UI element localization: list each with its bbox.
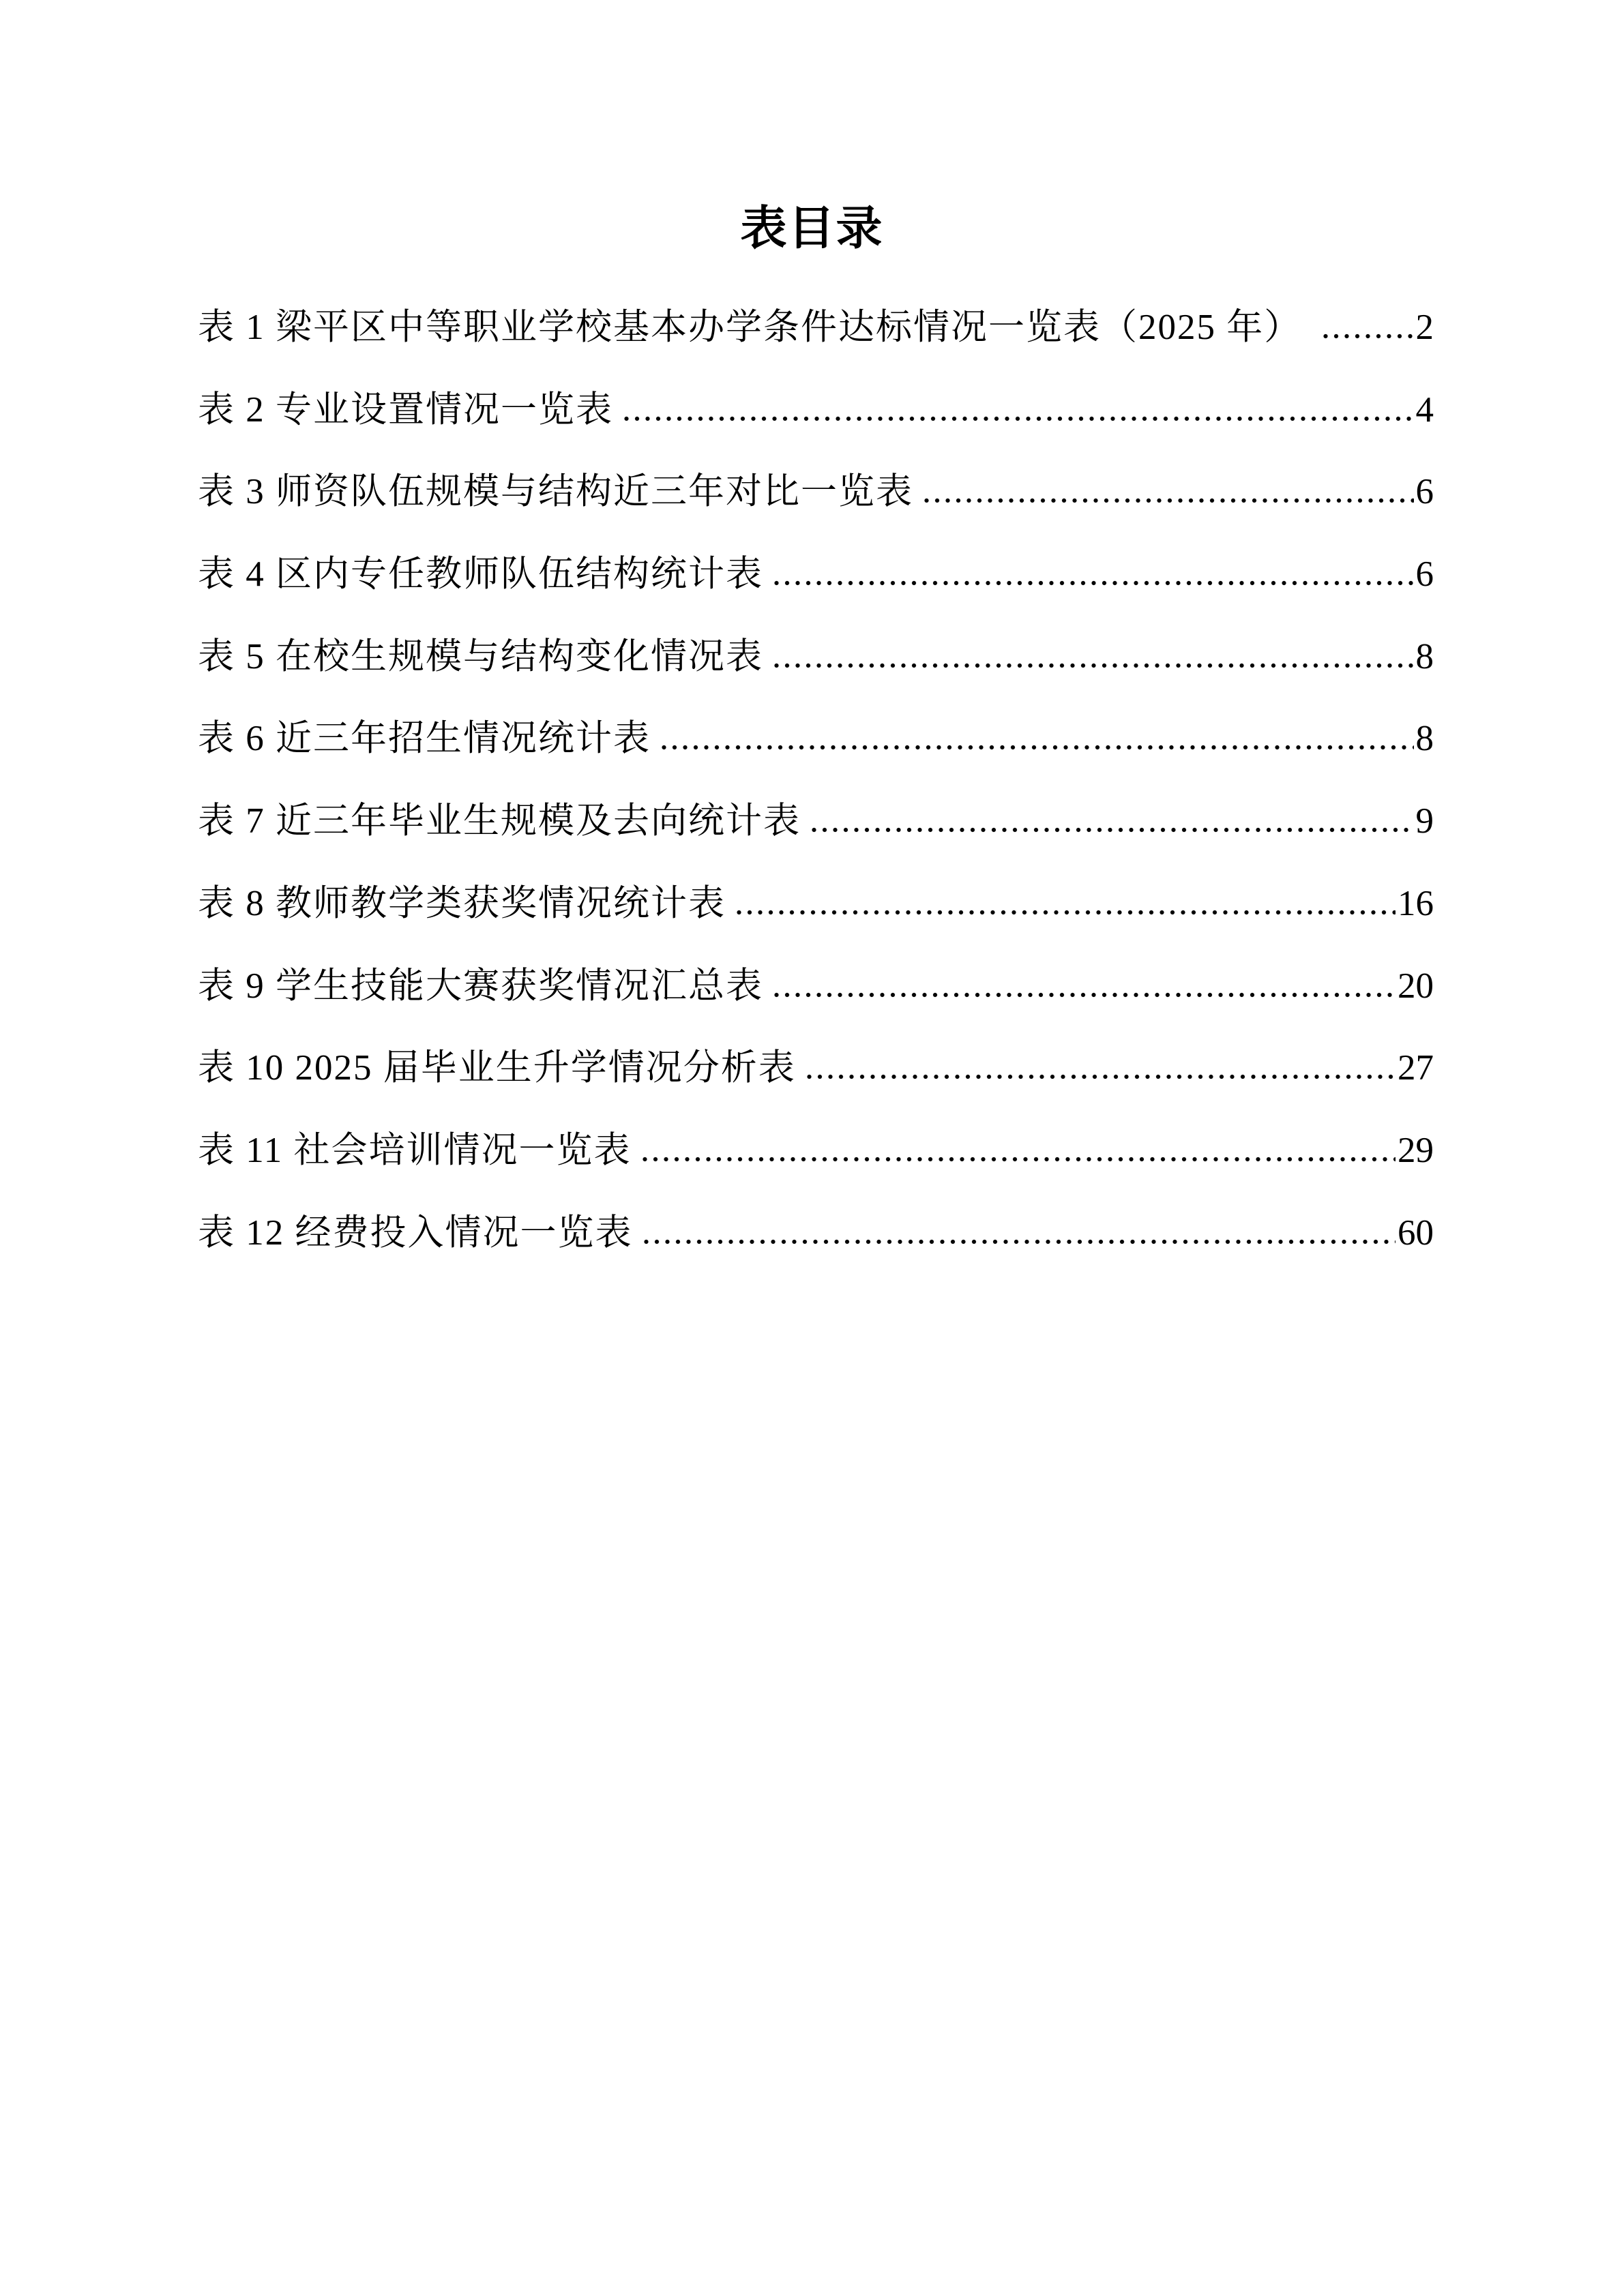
toc-entry[interactable]: [198, 1210, 1434, 1293]
toc-entry-page-number: 6: [1415, 554, 1434, 595]
toc-dot-leader: [809, 827, 1414, 833]
toc-entry[interactable]: [198, 881, 1434, 964]
toc-entry-page-number: 9: [1415, 801, 1434, 841]
toc-entry-title: 表 5 在校生规模与结构变化情况表: [198, 636, 763, 676]
toc-entry-page-number: 60: [1398, 1212, 1434, 1253]
toc-dot-leader: [1320, 333, 1414, 339]
toc-entry-title: 表 8 教师教学类获奖情况统计表: [198, 883, 726, 923]
toc-list: [198, 305, 1434, 1292]
toc-entry-page-number: 8: [1415, 636, 1434, 676]
toc-dot-leader: [641, 1239, 1396, 1244]
toc-entry-title: 表 4 区内专任教师队伍结构统计表: [198, 554, 763, 595]
toc-dot-leader: [640, 1157, 1396, 1162]
toc-dot-leader: [771, 580, 1414, 586]
toc-entry-page-number: 20: [1398, 966, 1434, 1006]
toc-entry-page-number: 16: [1398, 883, 1434, 923]
toc-entry-page-number: 27: [1398, 1048, 1434, 1088]
toc-entry[interactable]: [198, 799, 1434, 881]
toc-entry-page-number: 29: [1398, 1130, 1434, 1170]
toc-entry[interactable]: [198, 552, 1434, 634]
toc-entry-title: 表 2 专业设置情况一览表: [198, 389, 613, 430]
toc-entry[interactable]: [198, 387, 1434, 470]
toc-entry[interactable]: [198, 634, 1434, 717]
page-title: 表目录: [740, 203, 884, 254]
toc-dot-leader: [804, 1074, 1396, 1079]
toc-entry[interactable]: [198, 469, 1434, 552]
toc-entry[interactable]: [198, 305, 1434, 387]
toc-entry[interactable]: [198, 716, 1434, 799]
toc-dot-leader: [734, 910, 1396, 915]
toc-dot-leader: [771, 992, 1396, 998]
toc-entry[interactable]: [198, 964, 1434, 1046]
toc-entry-title: 表 3 师资队伍规模与结构近三年对比一览表: [198, 472, 913, 512]
toc-entry-title: 表 12 经费投入情况一览表: [198, 1212, 633, 1253]
toc-entry-page-number: 8: [1415, 719, 1434, 759]
toc-entry-page-number: 6: [1415, 472, 1434, 512]
toc-entry-title: 表 11 社会培训情况一览表: [198, 1130, 632, 1170]
toc-entry-title: 表 6 近三年招生情况统计表: [198, 719, 651, 759]
toc-entry-title: 表 9 学生技能大赛获奖情况汇总表: [198, 966, 763, 1006]
toc-entry[interactable]: [198, 1128, 1434, 1210]
toc-entry-title: 表 10 2025 届毕业生升学情况分析表: [198, 1048, 796, 1088]
toc-entry-page-number: 4: [1415, 389, 1434, 430]
toc-entry[interactable]: [198, 1045, 1434, 1128]
toc-entry-title: 表 7 近三年毕业生规模及去向统计表: [198, 801, 801, 841]
toc-entry-page-number: 2: [1415, 308, 1434, 347]
toc-dot-leader: [921, 498, 1414, 503]
toc-entry-title: 表 1 梁平区中等职业学校基本办学条件达标情况一览表（2025 年）: [198, 308, 1312, 347]
toc-dot-leader: [659, 745, 1414, 750]
toc-dot-leader: [771, 663, 1414, 668]
toc-dot-leader: [621, 416, 1414, 421]
